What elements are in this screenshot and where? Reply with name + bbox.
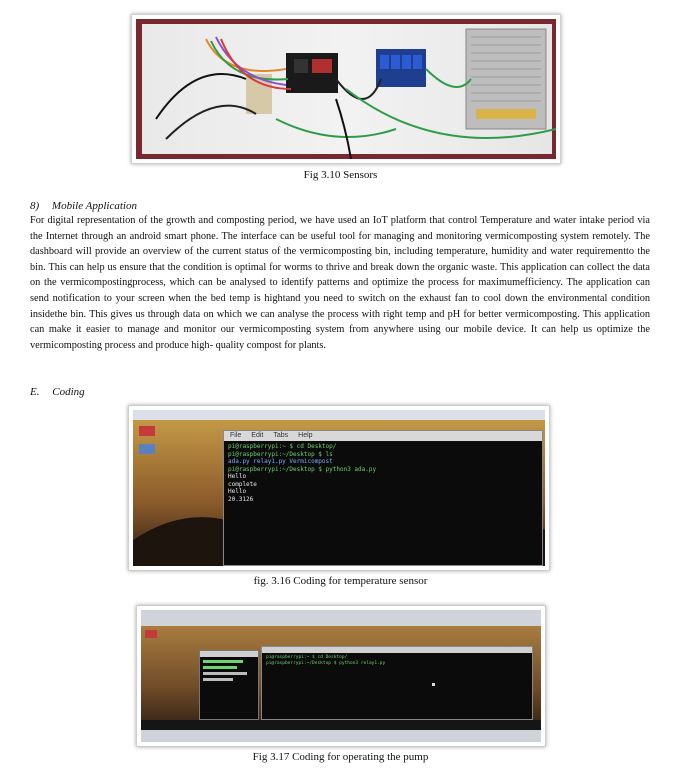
terminal-output [262,653,532,669]
terminal-output [224,441,542,505]
terminal-text-line [203,660,243,663]
terminal-text-line [203,678,233,681]
terminal-window[interactable] [261,646,533,720]
section-8-heading [30,200,137,212]
fig-3-16-photo [128,405,550,571]
terminal-line: complete [228,480,257,488]
terminal-line: 20.3126 [228,495,254,503]
terminal-text-line [203,666,237,669]
section-e-heading [30,386,85,398]
menu-file[interactable]: File [230,432,242,439]
terminal-line: ada.py relay1.py Vermicompost [228,458,333,465]
fig-3-10-caption: Fig 3.10 Sensors [303,169,378,181]
fig-3-16-caption: fig. 3.16 Coding for temperature sensor [253,575,428,587]
terminal-line: pi@raspberrypi:~/Desktop $ python3 ada.py [228,465,377,473]
menu-edit[interactable]: Edit [251,432,264,439]
section-8-number: 8) [30,200,40,212]
terminal-window-small[interactable] [199,650,259,720]
terminal-line: Hello [228,473,247,480]
menu-help[interactable]: Help [298,432,313,439]
terminal-line: Hello [228,488,247,495]
section-e-title: Coding [52,386,85,398]
fig-3-10-photo [131,14,561,164]
terminal-line: pi@raspberrypi:~/Desktop $ python3 relay1.py [266,661,386,666]
section-e-number: E. [30,386,40,398]
terminal-cursor [432,683,435,686]
terminal-menubar [200,651,258,657]
sensor-board-image [136,19,556,159]
terminal-menubar [224,431,542,441]
terminal-line: pi@raspberrypi:~/Desktop $ ls [228,450,333,458]
terminal-line: pi@raspberrypi:~ $ cd Desktop/ [266,655,348,660]
menu-tabs[interactable]: Tabs [273,432,289,439]
terminal-line: pi@raspberrypi:~ $ cd Desktop/ [228,443,337,450]
section-8-title: Mobile Application [51,200,137,212]
fig-3-17-photo [136,605,546,747]
terminal-window[interactable] [223,430,543,566]
fig-3-17-caption: Fig 3.17 Coding for operating the pump [252,751,429,763]
terminal-text-line [203,672,247,675]
section-8-paragraph: For digital representation of the growth and composting period, we have used an IoT platform that control Temperature and water intake period via the Internet through an android smart phone. The interface can be useful tool for managing and monitoring vermicomposting system remotely. The dashboard will provide an overview of the current status of the vermicomposting bin, including temperature, humidity and water requirementto the bin. This can help us ensure that the condition is optimal for worms to thrive and break down the organic waste. This application can collect the data on the vermicompostingprocess, which can be analysed to identify patterns and optimize the process for maximumefficiency. The application can send notification to your screen when the bed temp is hightand you need to switch on the exhaust fan to cool down the environmental condition insidethe bin. This gives us through data on which we can analyse the process with right temp and pH for better vermicomposting. This application can make it easier to manage and monitor our vermicomposting system from anywhere using our mobile device. It can help us optimize the vermicomposting process and produce high- quality compost for plants. [30,215,650,351]
